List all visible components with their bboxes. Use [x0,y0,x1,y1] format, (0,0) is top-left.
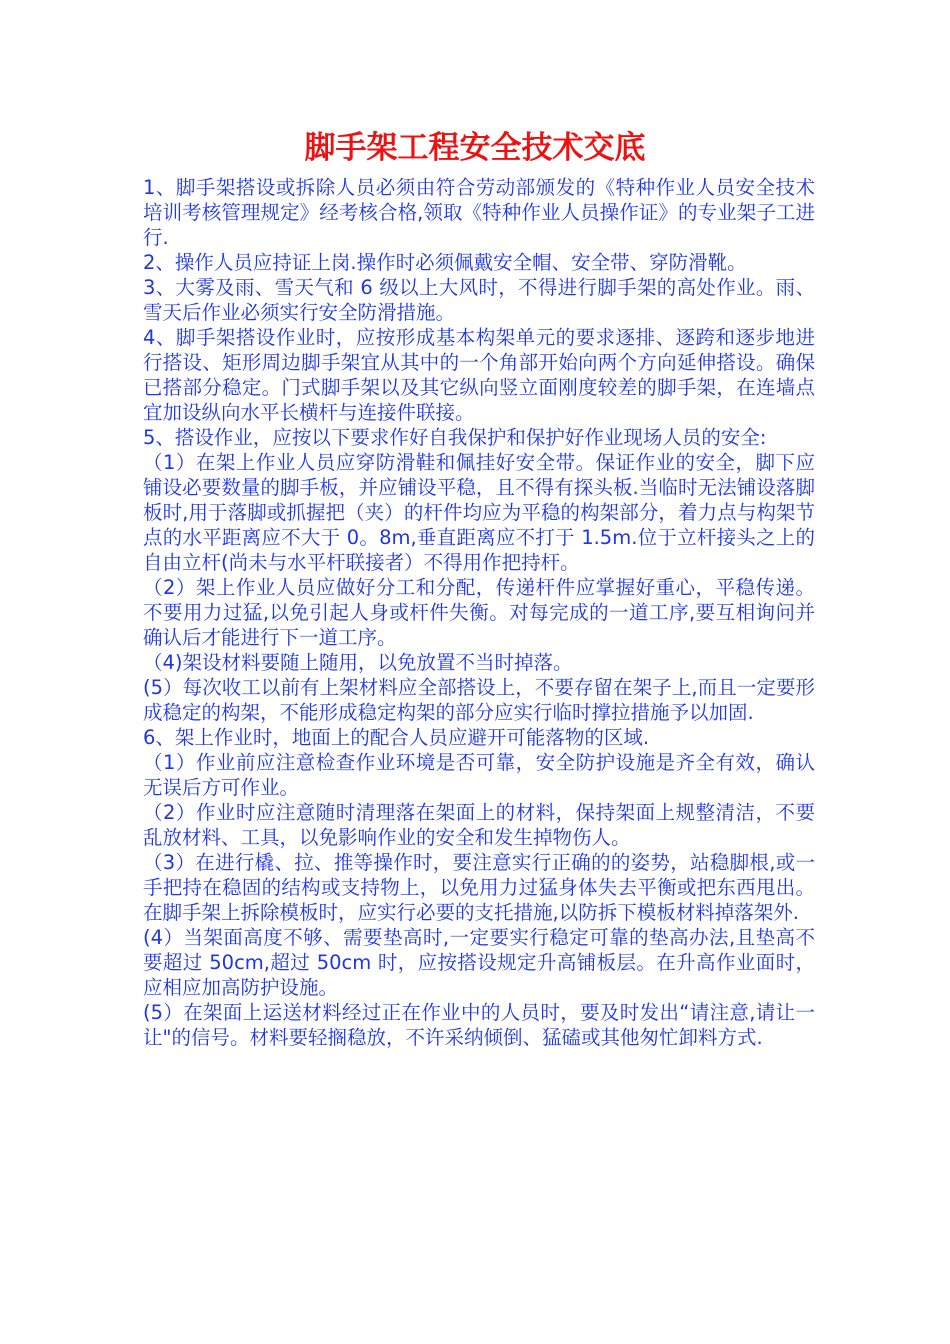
paragraph-6-item-2: （2）作业时应注意随时清理落在架面上的材料，保持架面上规整清洁，不要乱放材料、工具，以免影响作业的安全和发生掉物伤人。 [143,801,815,849]
document-body [143,175,815,1050]
paragraph-6-item-3: （3）在进行橇、拉、推等操作时，要注意实行正确的的姿势，站稳脚根,或一手把持在稳固的结构或支持物上，以免用力过猛身体失去平衡或把东西甩出。在脚手架上拆除模板时，应实行必要的支托措施,以防拆下模板材料掉落架外. [143,851,815,924]
paragraph-5-item-5: (5）每次收工以前有上架材料应全部搭设上，不要存留在架子上,而且一定要形成稳定的构架，不能形成稳定构架的部分应实行临时撑拉措施予以加固. [143,676,815,724]
paragraph-5-item-4: （4)架设材料要随上随用，以免放置不当时掉落。 [143,651,573,674]
paragraph-1: 1、脚手架搭设或拆除人员必须由符合劳动部颁发的《特种作业人员安全技术培训考核管理规定》经考核合格,领取《特种作业人员操作证》的专业架子工进行. [143,176,815,249]
paragraph-6: 6、架上作业时，地面上的配合人员应避开可能落物的区域. [143,726,650,749]
paragraph-5-item-1: （1）在架上作业人员应穿防滑鞋和佩挂好安全带。保证作业的安全，脚下应铺设必要数量的脚手板，并应铺设平稳，且不得有探头板.当临时无法铺设落脚板时,用于落脚或抓握把（夹）的杆件均应为平稳的构架部分，着力点与构架节点的水平距离应不大于 0。8m,垂直距离应不打于 1.5m.位于立杆接头之上的自由立杆(尚未与水平杆联接者）不得用作把持杆。 [143,451,815,574]
paragraph-5: 5、搭设作业，应按以下要求作好自我保护和保护好作业现场人员的安全: [143,426,767,449]
paragraph-6-item-4: (4）当架面高度不够、需要垫高时,一定要实行稳定可靠的垫高办法,且垫高不要超过 50cm,超过 50cm 时，应按搭设规定升高铺板层。在升高作业面时，应相应加高防护设施。 [143,926,815,999]
paragraph-2: 2、操作人员应持证上岗.操作时必须佩戴安全帽、安全带、穿防滑靴。 [143,251,747,274]
paragraph-6-item-5: (5）在架面上运送材料经过正在作业中的人员时，要及时发出“请注意,请让一让"的信号。材料要轻搁稳放，不许采纳倾倒、猛磕或其他匆忙卸料方式. [143,1001,815,1049]
page-title: 脚手架工程安全技术交底 [304,130,646,166]
paragraph-4: 4、脚手架搭设作业时，应按形成基本构架单元的要求逐排、逐跨和逐步地进行搭设、矩形周边脚手架宜从其中的一个角部开始向两个方向延伸搭设。确保已搭部分稳定。门式脚手架以及其它纵向竖立面刚度较差的脚手架，在连墙点宜加设纵向水平长横杆与连接件联接。 [143,326,815,424]
paragraph-5-item-2: （2）架上作业人员应做好分工和分配，传递杆件应掌握好重心，平稳传递。不要用力过猛,以免引起人身或杆件失衡。对每完成的一道工序,要互相询问并确认后才能进行下一道工序。 [143,576,815,649]
paragraph-3: 3、大雾及雨、雪天气和 6 级以上大风时，不得进行脚手架的高处作业。雨、雪天后作业必须实行安全防滑措施。 [143,276,815,324]
paragraph-6-item-1: （1）作业前应注意检查作业环境是否可靠，安全防护设施是齐全有效，确认无误后方可作业。 [143,751,815,799]
